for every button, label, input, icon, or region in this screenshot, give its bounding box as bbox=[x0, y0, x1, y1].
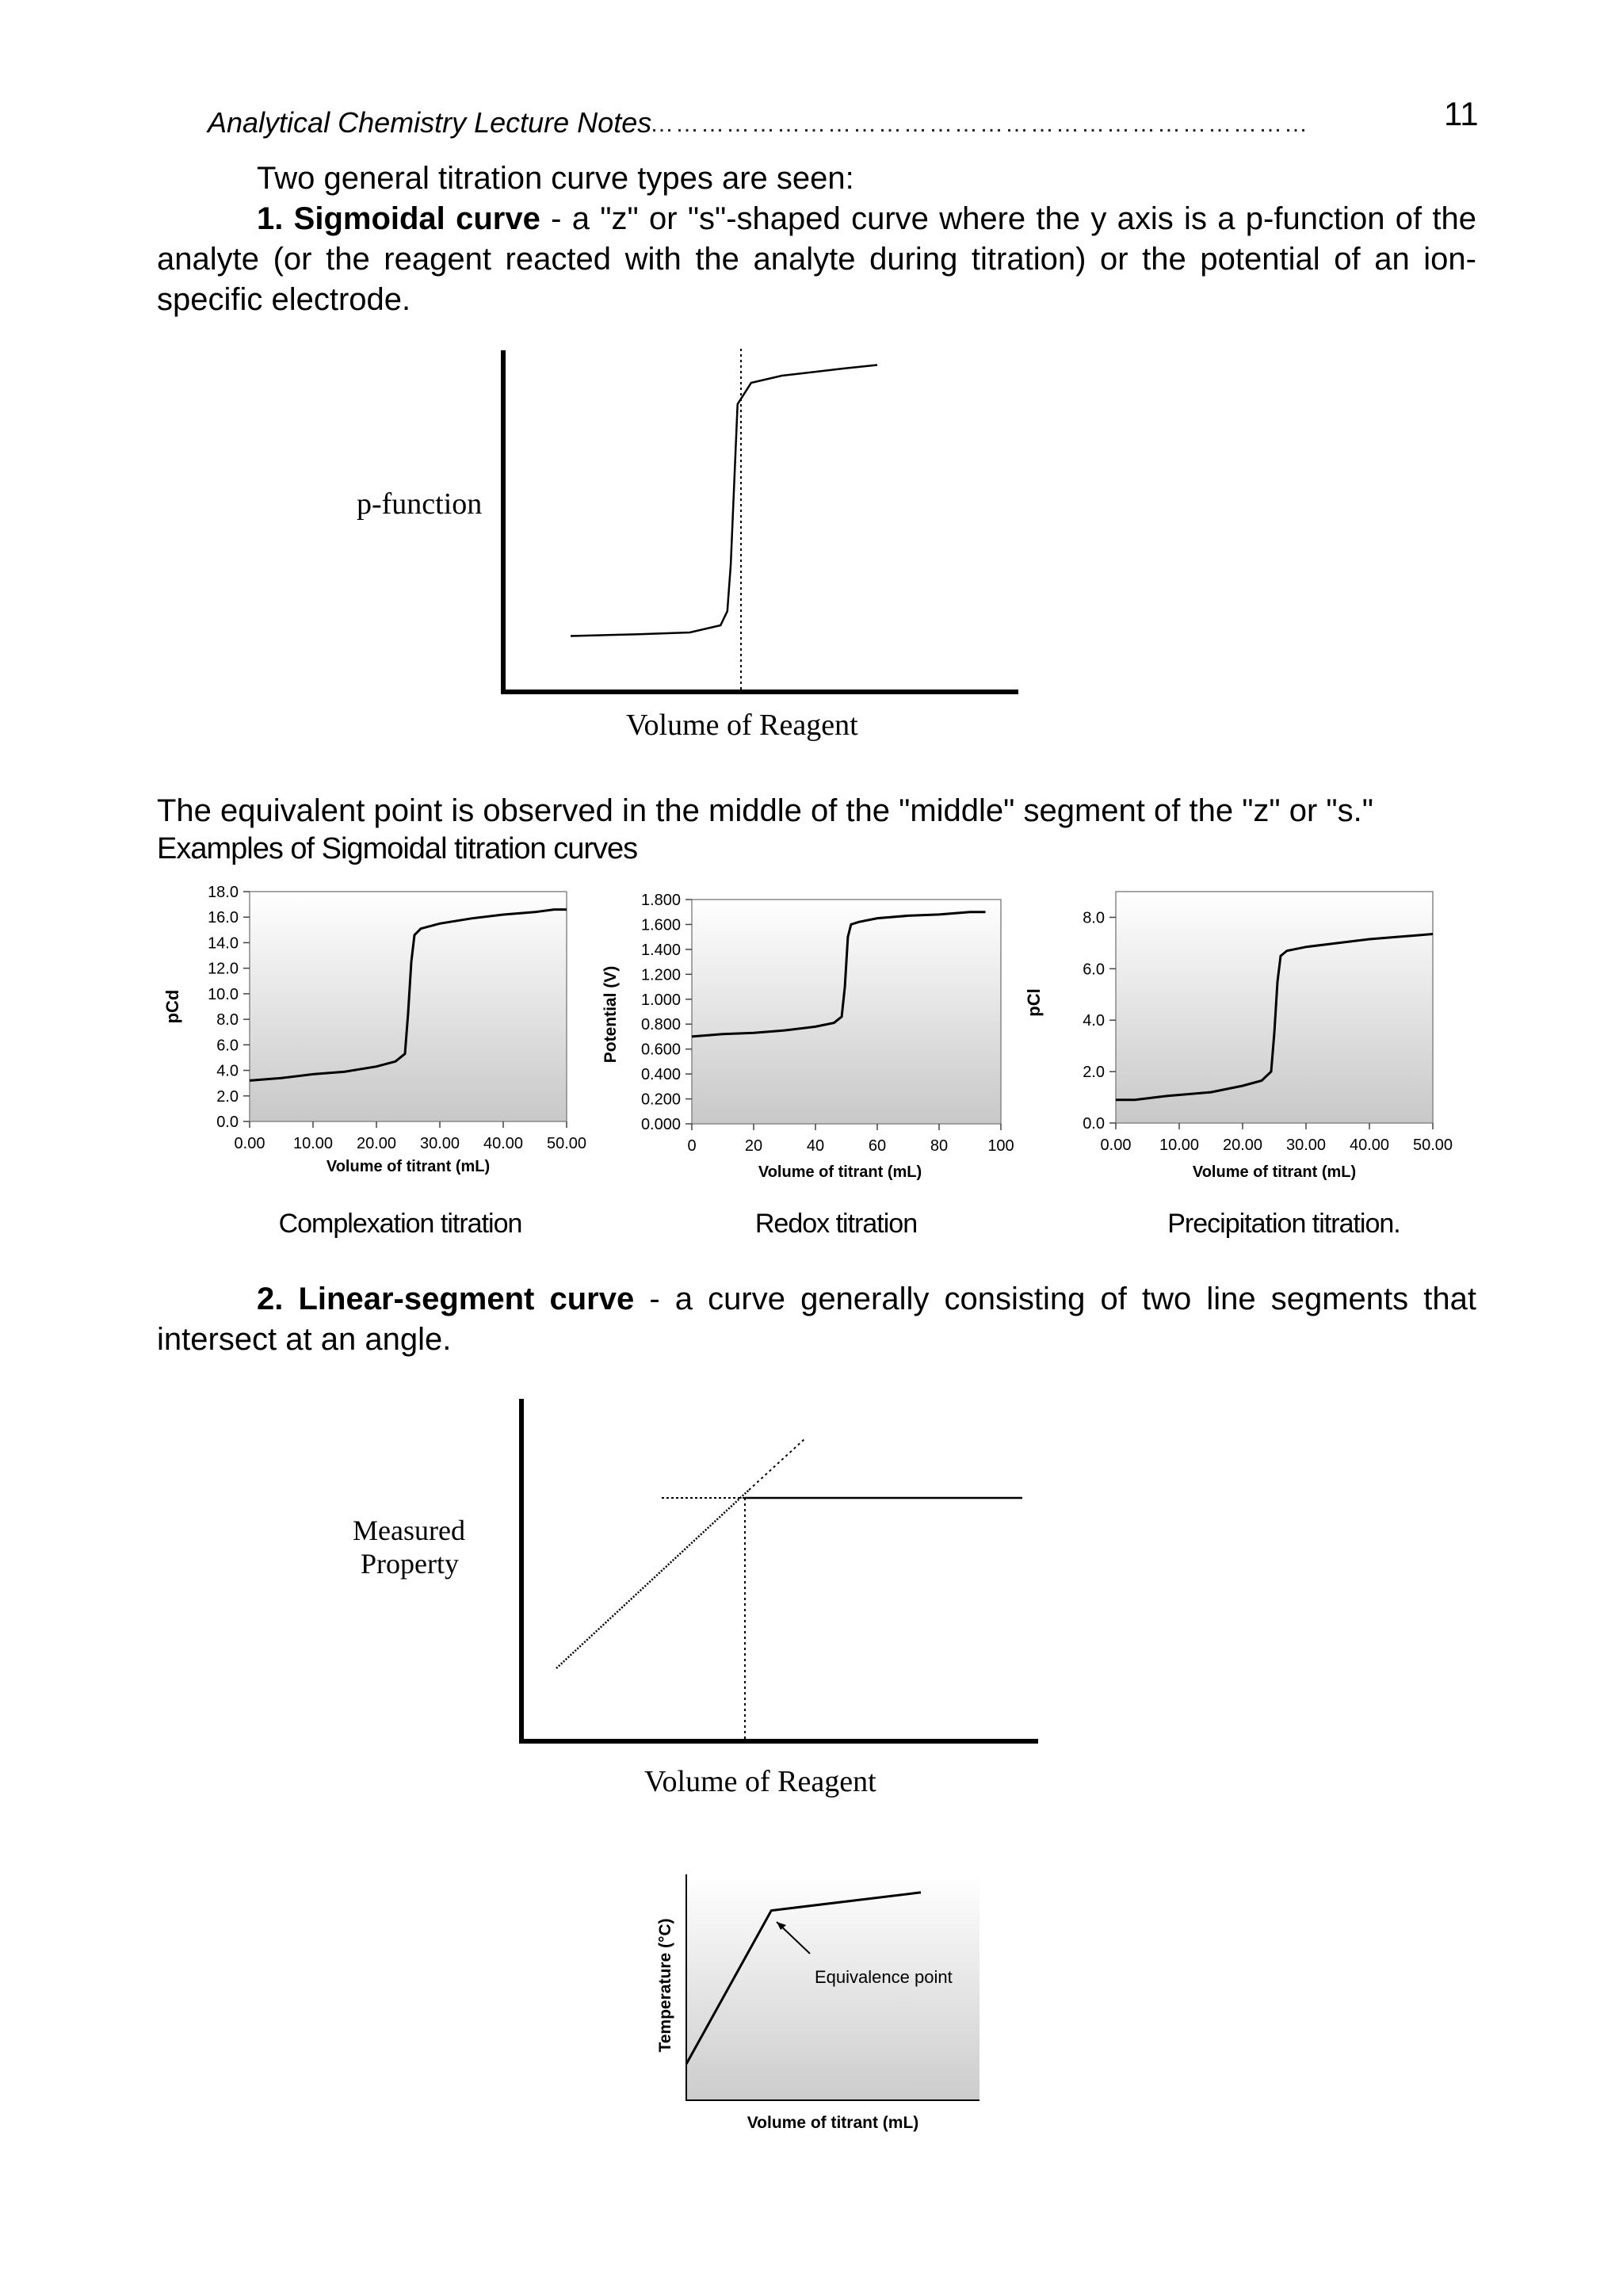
sigmoidal-number: 1. bbox=[257, 201, 284, 236]
y-tick-label: 1.000 bbox=[640, 991, 681, 1009]
linear-x-label: Volume of Reagent bbox=[644, 1765, 876, 1798]
x-axis-label: Volume of titrant (mL) bbox=[758, 1163, 922, 1181]
caption-complexation: Complexation titration bbox=[278, 1209, 522, 1239]
measured-property-line: Measured bbox=[353, 1515, 465, 1546]
y-axis-label: pCd bbox=[162, 989, 182, 1024]
examples-heading: Examples of Sigmoidal titration curves bbox=[157, 832, 638, 865]
plot-area bbox=[686, 1874, 980, 2100]
thermometric-chart bbox=[642, 1866, 999, 2148]
complexation-chart bbox=[155, 876, 598, 1193]
running-header-title: Analytical Chemistry Lecture Notes bbox=[208, 106, 652, 139]
y-tick-label: 18.0 bbox=[208, 884, 239, 901]
sigmoidal-description: - a "z" or "s"-shaped curve where the y axis is a p-function of the analyte (or the reagent reacted with the analyte during titration) or the potential of an ion-specific electrode. bbox=[157, 201, 1476, 317]
schematic-x-label: Volume of Reagent bbox=[626, 709, 858, 742]
running-header-leader: …………………………………………………………………… bbox=[650, 111, 1309, 137]
caption-precipitation: Precipitation titration. bbox=[1167, 1209, 1400, 1239]
x-tick-label: 40.00 bbox=[483, 1135, 524, 1152]
y-tick-label: 8.0 bbox=[1083, 909, 1105, 927]
y-tick-label: 0.0 bbox=[216, 1114, 239, 1131]
x-tick-label: 50.00 bbox=[1412, 1137, 1453, 1154]
rising-extrapolation bbox=[749, 1438, 805, 1490]
thermo-x-label: Volume of titrant (mL) bbox=[747, 2114, 919, 2132]
linear-description: - a curve generally consisting of two line segments that intersect at an angle. bbox=[157, 1282, 1476, 1357]
rising-segment bbox=[556, 1490, 749, 1668]
measured-property-label bbox=[353, 1515, 465, 1580]
x-tick-label: 50.00 bbox=[546, 1135, 587, 1152]
y-tick-label: 0.400 bbox=[640, 1066, 681, 1084]
y-axis-label: Potential (V) bbox=[601, 965, 620, 1064]
x-tick-label: 0.00 bbox=[234, 1135, 265, 1152]
thermo-y-label: Temperature (°C) bbox=[656, 1918, 674, 2053]
x-tick-label: 20 bbox=[744, 1137, 763, 1155]
x-tick-label: 40 bbox=[806, 1137, 825, 1155]
y-tick-label: 2.0 bbox=[216, 1087, 239, 1106]
y-axis-label: pCl bbox=[1024, 988, 1044, 1017]
x-axis-label: Volume of titrant (mL) bbox=[326, 1158, 491, 1175]
y-tick-label: 4.0 bbox=[216, 1062, 239, 1080]
redox-chart bbox=[598, 884, 1026, 1193]
plot-area bbox=[1116, 892, 1433, 1123]
x-tick-label: 20.00 bbox=[356, 1135, 397, 1152]
measured-property-line: Property bbox=[361, 1548, 459, 1580]
x-tick-label: 0 bbox=[687, 1137, 697, 1155]
x-tick-label: 20.00 bbox=[1222, 1137, 1263, 1154]
y-tick-label: 8.0 bbox=[216, 1011, 239, 1030]
y-tick-label: 14.0 bbox=[208, 934, 239, 953]
x-tick-label: 40.00 bbox=[1349, 1137, 1390, 1154]
y-tick-label: 0.0 bbox=[1083, 1115, 1105, 1133]
plot-area bbox=[692, 900, 1001, 1124]
sigmoidal-schematic-figure bbox=[333, 341, 1046, 753]
x-tick-label: 0.00 bbox=[1100, 1137, 1132, 1154]
x-tick-label: 10.00 bbox=[292, 1135, 334, 1152]
sigmoidal-schematic-curve bbox=[571, 365, 877, 636]
page-number: 11 bbox=[1444, 95, 1479, 132]
sigmoidal-term: Sigmoidal curve bbox=[293, 201, 540, 236]
y-tick-label: 12.0 bbox=[208, 960, 239, 978]
y-tick-label: 0.200 bbox=[640, 1091, 681, 1109]
y-tick-label: 0.600 bbox=[640, 1041, 681, 1059]
x-tick-label: 30.00 bbox=[1285, 1137, 1327, 1154]
intro-text: Two general titration curve types are seen: bbox=[257, 161, 854, 196]
caption-redox: Redox titration bbox=[754, 1209, 918, 1239]
linear-number: 2. bbox=[257, 1282, 284, 1316]
equivalence-point-label: Equivalence point bbox=[815, 1967, 953, 1987]
sigmoidal-paragraph bbox=[157, 199, 1476, 320]
x-tick-label: 30.00 bbox=[419, 1135, 460, 1152]
y-tick-label: 2.0 bbox=[1083, 1064, 1105, 1082]
y-tick-label: 16.0 bbox=[208, 909, 239, 927]
equivalent-point-note: The equivalent point is observed in the middle of the "middle" segment of the "z" or "s." bbox=[157, 793, 1373, 828]
y-tick-label: 6.0 bbox=[1083, 961, 1105, 979]
y-tick-label: 0.000 bbox=[640, 1116, 681, 1133]
y-tick-label: 10.0 bbox=[208, 985, 239, 1003]
y-tick-label: 1.400 bbox=[640, 941, 681, 959]
y-tick-label: 6.0 bbox=[216, 1037, 239, 1055]
x-tick-label: 60 bbox=[868, 1137, 887, 1155]
y-tick-label: 0.800 bbox=[640, 1016, 681, 1034]
x-tick-label: 80 bbox=[930, 1137, 949, 1155]
x-axis-label: Volume of titrant (mL) bbox=[1192, 1163, 1357, 1181]
y-tick-label: 4.0 bbox=[1083, 1012, 1105, 1030]
x-tick-label: 100 bbox=[987, 1137, 1014, 1155]
schematic-y-label: p-function bbox=[357, 487, 483, 521]
linear-paragraph bbox=[157, 1279, 1476, 1360]
y-tick-label: 1.800 bbox=[640, 892, 681, 909]
y-tick-label: 1.200 bbox=[640, 966, 681, 984]
linear-schematic-figure bbox=[341, 1391, 1054, 1811]
precipitation-chart bbox=[1022, 884, 1466, 1193]
x-tick-label: 10.00 bbox=[1159, 1137, 1200, 1154]
linear-term: Linear-segment curve bbox=[298, 1282, 635, 1316]
y-tick-label: 1.600 bbox=[640, 916, 681, 934]
